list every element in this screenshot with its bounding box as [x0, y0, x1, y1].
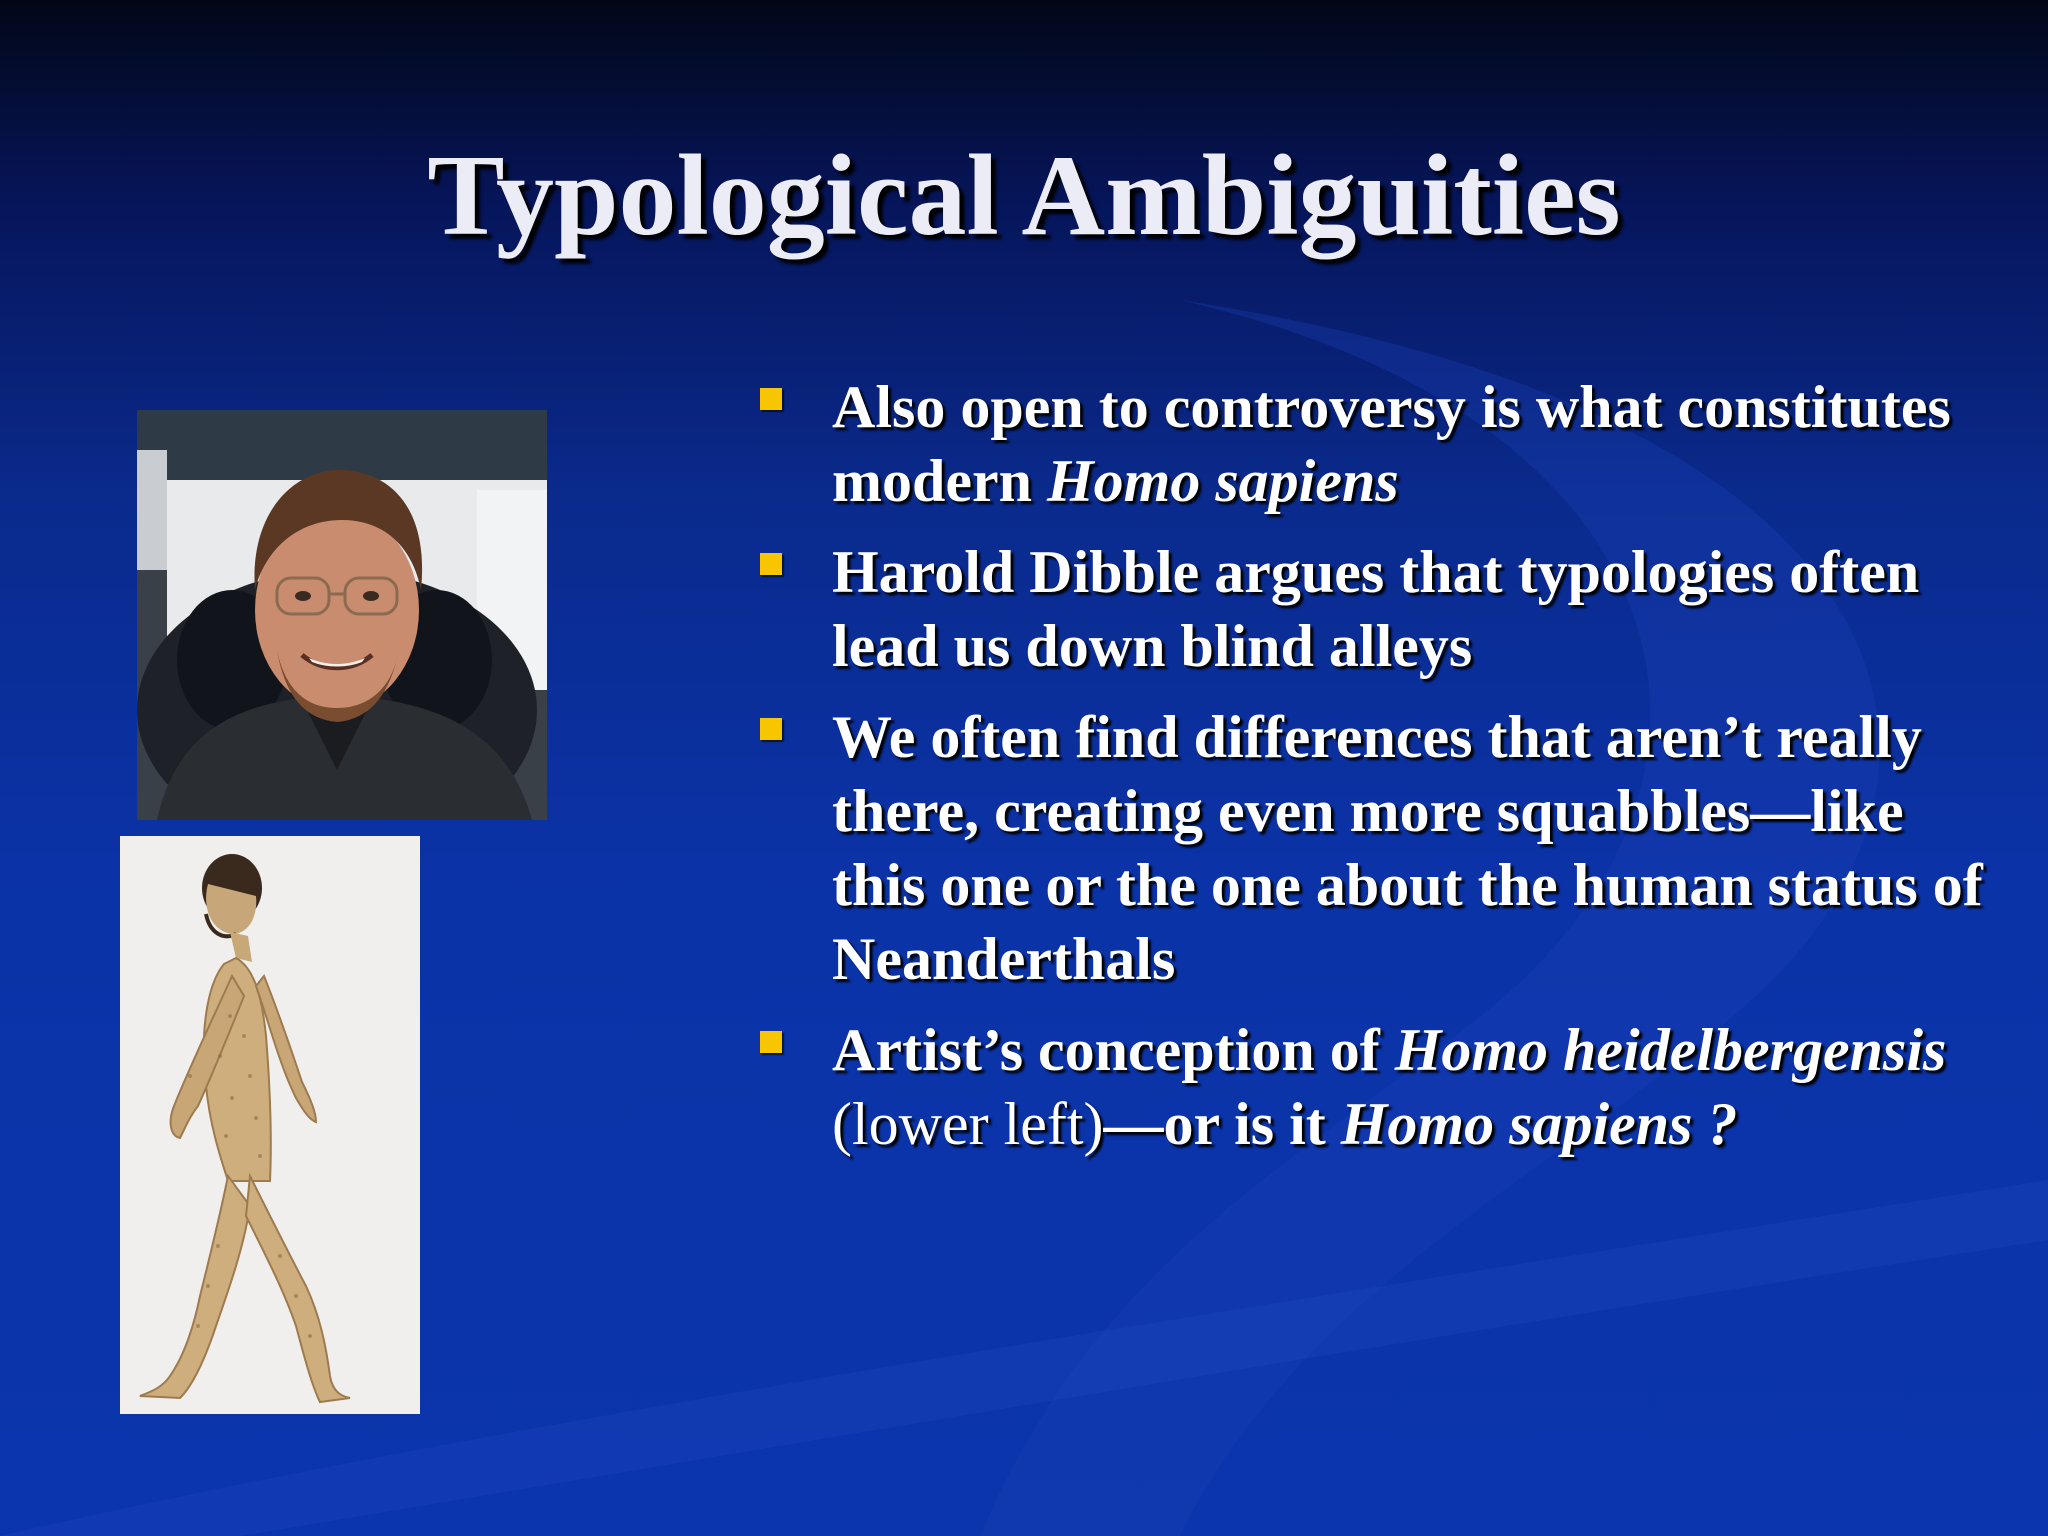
bullet-item: [752, 370, 1992, 518]
homo-heidelbergensis-drawing: [120, 836, 420, 1414]
bullet-item: [752, 535, 1992, 683]
square-bullet-icon: [760, 718, 782, 740]
bullet-item: [752, 1013, 1992, 1161]
bullet-text-run: (lower left): [832, 1091, 1104, 1157]
bullet-item: [752, 700, 1992, 996]
square-bullet-icon: [760, 553, 782, 575]
bullet-text-run: Artist’s conception of: [832, 1017, 1395, 1083]
bullet-text-run: Homo sapiens ?: [1340, 1091, 1738, 1157]
bullet-text-run: Also open to controversy is what constitutes modern: [832, 374, 1951, 514]
bullet-text-run: Harold Dibble argues that typologies often lead us down blind alleys: [832, 539, 1920, 679]
slide-title: Typological Ambiguities: [427, 132, 1621, 260]
bullet-text-run: Homo sapiens: [1046, 448, 1399, 514]
bullet-text-run: —or is it: [1103, 1091, 1341, 1157]
square-bullet-icon: [760, 1031, 782, 1053]
bullet-text-run: We often find differences that aren’t really there, creating even more squabbles—like this one or the one about the human status of Neanderthals: [832, 704, 1983, 992]
harold-dibble-photo: [137, 410, 547, 820]
square-bullet-icon: [760, 388, 782, 410]
bullet-text-run: Homo heidelbergensis: [1394, 1017, 1947, 1083]
bullet-list: [752, 370, 1992, 1178]
